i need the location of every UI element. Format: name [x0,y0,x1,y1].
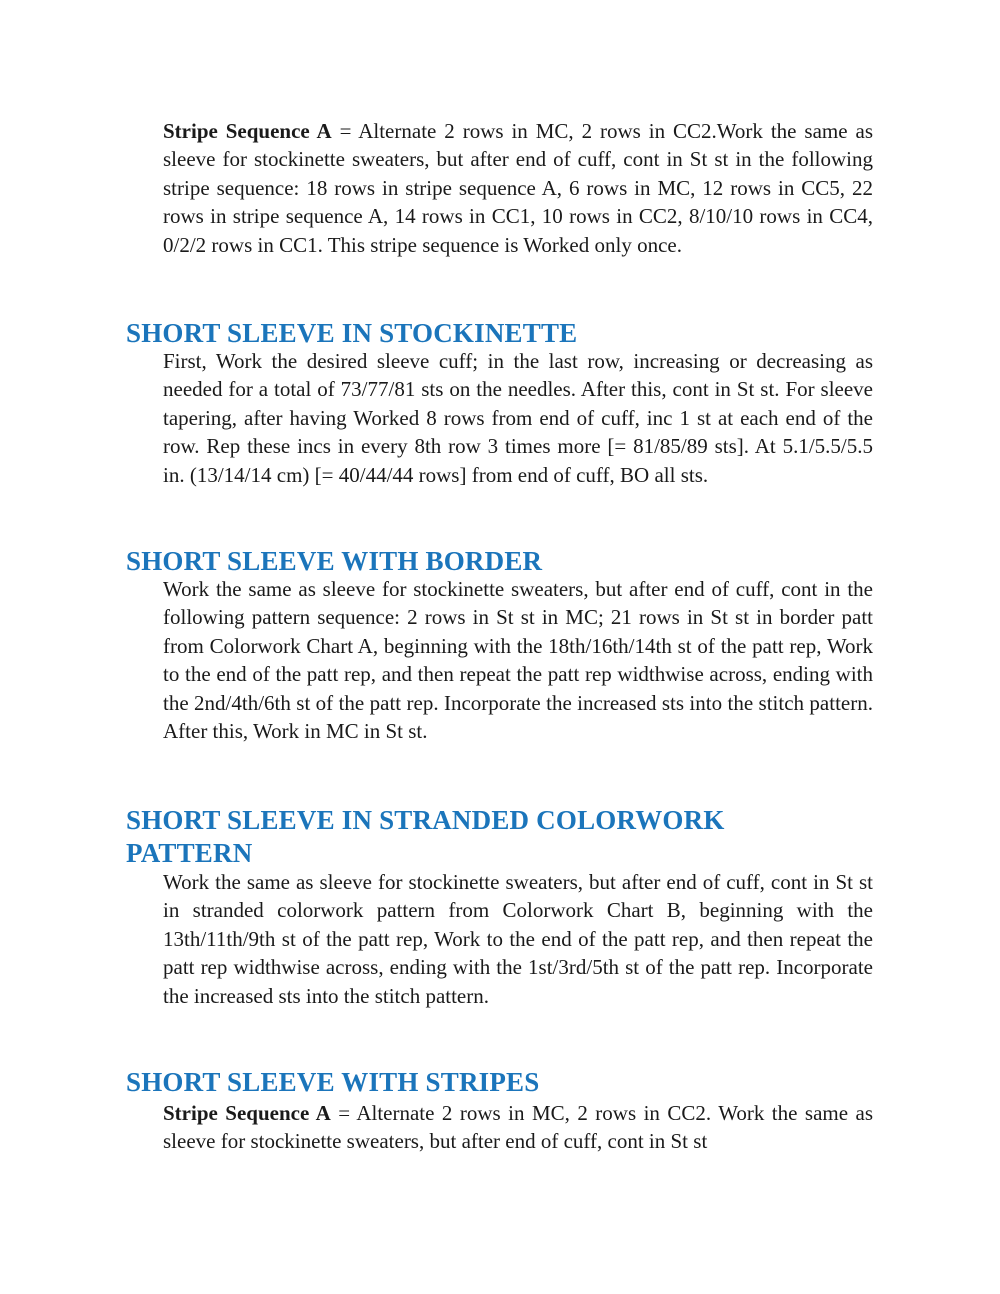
paragraph-short-sleeve-colorwork: Work the same as sleeve for stockinette sweaters, but after end of cuff, cont in St st in stranded colorwork pattern from Colorwork Chart B, beginning with the 13th/11th/9th st of the patt rep, Work to the end of the patt rep, and then repeat the patt rep widthwise across, ending with the 1st/3rd/5th st of the patt rep. Incorporate the increased sts into the stitch pattern. [163,870,873,1008]
heading-short-sleeve-colorwork [126,804,886,870]
intro-paragraph [163,117,873,259]
heading-short-sleeve-stripes: SHORT SLEEVE WITH STRIPES [126,1067,540,1097]
heading-colorwork-line2: PATTERN [126,838,253,868]
stripe-sequence-label: Stripe Sequence A [163,119,332,143]
paragraph-short-sleeve-stripes [163,1099,873,1156]
heading-colorwork-line1: SHORT SLEEVE IN STRANDED COLORWORK [126,805,725,835]
stripe-sequence-label: Stripe Sequence A [163,1101,331,1125]
stripes-text: = Alternate 2 rows in MC, 2 rows in CC2. Work the same as sleeve for stockinette sweaters, but after end of cuff, cont in St st [163,1101,873,1154]
intro-text: = Alternate 2 rows in MC, 2 rows in CC2.Work the same as sleeve for stockinette sweaters, but after end of cuff, cont in St st in the following stripe sequence: 18 rows in stripe sequence A, 6 rows in MC, 12 rows in CC5, 22 rows in stripe sequence A, 14 rows in CC1, 10 rows in CC2, 8/10/10 rows in CC4, 0/2/2 rows in CC1. This stripe sequence is Worked only once. [163,119,873,257]
heading-short-sleeve-stockinette: SHORT SLEEVE IN STOCKINETTE [126,318,578,348]
paragraph-short-sleeve-border: Work the same as sleeve for stockinette sweaters, but after end of cuff, cont in the following pattern sequence: 2 rows in St st in MC; 21 rows in St st in border patt from Colorwork Chart A, beginning with the 18th/16th/14th st of the patt rep, Work to the end of the patt rep, and then repeat the patt rep widthwise across, ending with the 2nd/4th/6th st of the patt rep. Incorporate the increased sts into the stitch pattern. After this, Work in MC in St st. [163,577,873,744]
paragraph-short-sleeve-stockinette: First, Work the desired sleeve cuff; in the last row, increasing or decreasing as needed for a total of 73/77/81 sts on the needles. After this, cont in St st. For sleeve tapering, after having Worked 8 rows from end of cuff, inc 1 st at each end of the row. Rep these incs in every 8th row 3 times more [= 81/85/89 sts]. At 5.1/5.5/5.5 in. (13/14/14 cm) [= 40/44/44 rows] from end of cuff, BO all sts. [163,349,873,487]
heading-short-sleeve-border: SHORT SLEEVE WITH BORDER [126,546,543,576]
